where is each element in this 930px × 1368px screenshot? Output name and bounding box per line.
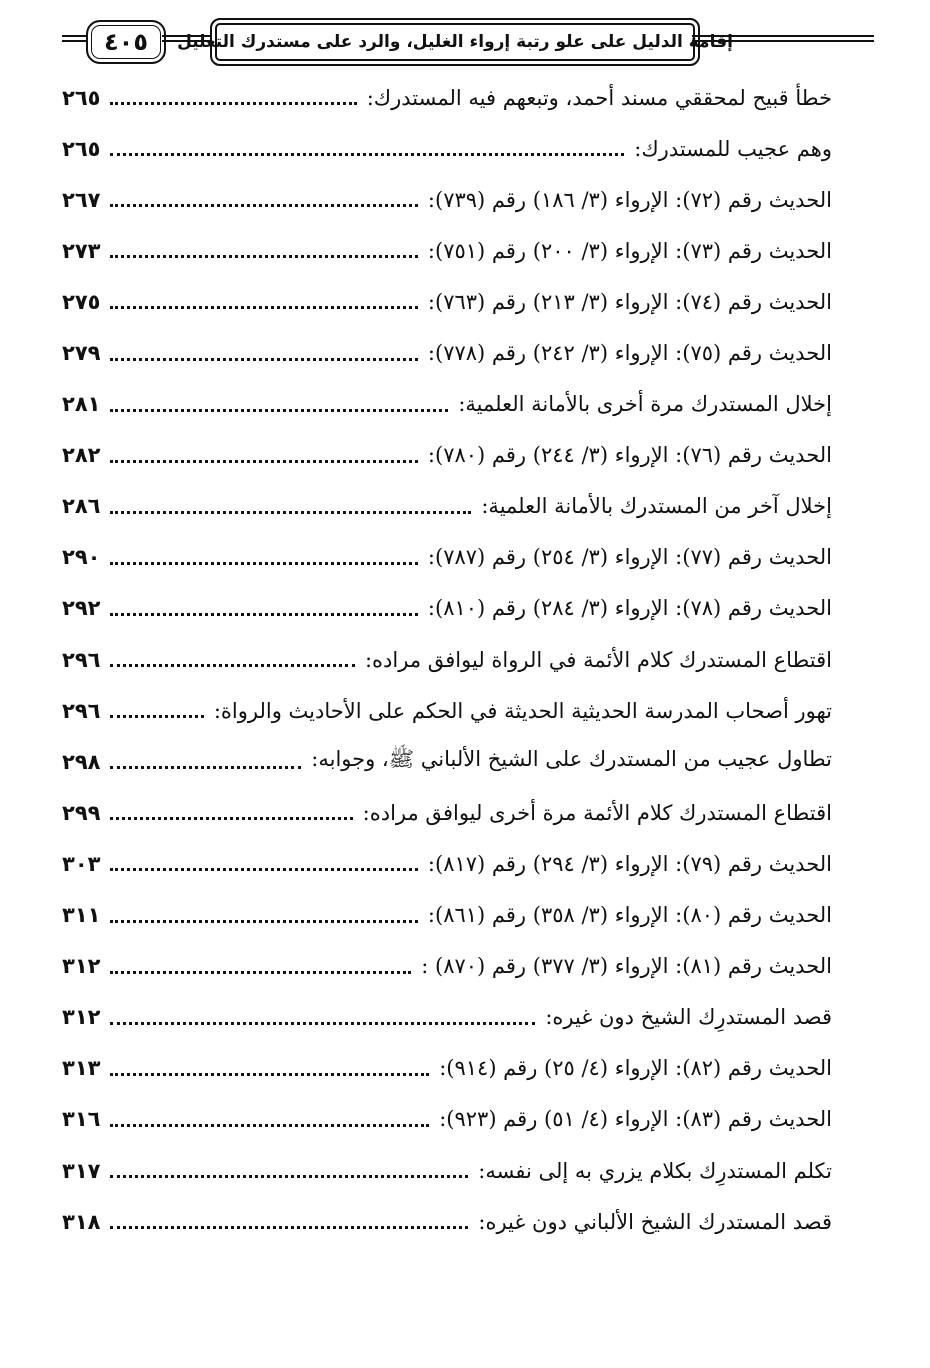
toc-entry-page: ٢٨٢ [62,443,101,468]
toc-entry-page: ٢٦٥ [62,136,101,161]
dot-leader [110,715,204,718]
dot-leader [110,613,418,616]
toc-entry [62,838,832,889]
toc-entry-title: الحديث رقم (٧٣): الإرواء (٣/ ٢٠٠) رقم (٧٥١): [427,238,832,263]
toc-entry-page: ٣١١ [62,903,101,928]
toc-entry-title: اقتطاع المستدرك كلام الأئمة في الرواة ليوافق مراده: [364,647,832,672]
toc-entry [62,532,832,583]
dot-leader [110,817,353,820]
toc-entry-title: تكلم المستدرِك بكلام يزري به إلى نفسه: [478,1158,832,1183]
toc-entry-page: ٢٩٩ [62,800,101,825]
toc-entry [62,685,832,736]
toc-entry-title: الحديث رقم (٧٢): الإرواء (٣/ ١٨٦) رقم (٧٣٩): [427,187,832,212]
toc-entry-page: ٣١٨ [62,1209,101,1234]
toc-entry-page: ٢٧٣ [62,238,101,263]
toc-entry-page: ٣٠٣ [62,851,101,876]
toc-entry-title: الحديث رقم (٧٧): الإرواء (٣/ ٢٥٤) رقم (٧٨٧): [427,545,832,570]
page-number-box [86,20,166,64]
toc-entry [62,634,832,685]
toc-entry [62,1196,832,1247]
dot-leader [110,1175,468,1178]
toc-entry [62,941,832,992]
dot-leader [110,868,418,871]
toc-entry-page: ٢٩٠ [62,545,101,570]
toc-entry [62,890,832,941]
dot-leader [110,664,355,667]
toc-entry [62,327,832,378]
toc-entry-title: قصد المستدرك الشيخ الألباني دون غيره: [478,1209,832,1234]
toc-entry-title: الحديث رقم (٨٣): الإرواء (٤/ ٥١) رقم (٩٢٣): [439,1107,832,1132]
toc-entry [62,430,832,481]
toc-entry-title: الحديث رقم (٧٥): الإرواء (٣/ ٢٤٢) رقم (٧٧٨): [427,341,832,366]
toc-entry [62,736,832,787]
toc-entry [62,1043,832,1094]
toc-entry-page: ٢٦٥ [62,85,101,110]
toc-entry-page: ٢٦٧ [62,187,101,212]
toc-entry-page: ٣١٧ [62,1158,101,1183]
toc-entry-title: اقتطاع المستدرك كلام الأئمة مرة أخرى ليوافق مراده: [362,800,832,825]
toc-entry-title: تهور أصحاب المدرسة الحديثية الحديثة في الحكم على الأحاديث والرواة: [213,698,832,723]
toc-entry-page: ٢٩٦ [62,647,101,672]
dot-leader [110,204,418,207]
toc-entry [62,72,832,123]
toc-entry [62,225,832,276]
toc-entry [62,481,832,532]
toc-entry [62,123,832,174]
toc-entry-page: ٢٨٦ [62,494,101,519]
toc-entry-page: ٣١٢ [62,1005,101,1030]
toc-entry-title: الحديث رقم (٧٤): الإرواء (٣/ ٢١٣) رقم (٧٦٣): [427,289,832,314]
dot-leader [110,153,624,156]
dot-leader [110,460,418,463]
toc-entry-title: خطأ قبيح لمحققي مسند أحمد، وتبعهم فيه المستدرك: [366,85,832,110]
toc-entry [62,1094,832,1145]
book-title: إقامة الدليل على علو رتبة إرواء الغليل، والرد على مستدرك التعليل [177,32,733,52]
toc-entry [62,787,832,838]
dot-leader [110,971,411,974]
dot-leader [110,1073,429,1076]
dot-leader [110,255,418,258]
header-rule-right [692,35,874,42]
dot-leader [110,102,357,105]
toc-entry-page: ٢٨١ [62,392,101,417]
toc-entry-title: الحديث رقم (٧٨): الإرواء (٣/ ٢٨٤) رقم (٨١٠): [427,596,832,621]
dot-leader [110,358,418,361]
dot-leader [110,1022,535,1025]
toc-entry-title: تطاول عجيب من المستدرك على الشيخ الألباني ﷺ، وجوابه: [311,747,832,772]
toc-entry-page: ٣١٣ [62,1056,101,1081]
toc-entry-title: الحديث رقم (٧٩): الإرواء (٣/ ٢٩٤) رقم (٨١٧): [427,851,832,876]
toc-entry [62,583,832,634]
toc-entry-title: وهم عجيب للمستدرك: [634,136,832,161]
header-title-box [177,18,733,66]
running-header [62,16,874,68]
toc-entry-page: ٢٩٦ [62,698,101,723]
toc-entry-title: الحديث رقم (٨٠): الإرواء (٣/ ٣٥٨) رقم (٨٦١): [427,903,832,928]
dot-leader [110,306,418,309]
dot-leader [110,766,301,769]
table-of-contents [62,72,832,1247]
dot-leader [110,409,448,412]
toc-entry-page: ٢٧٥ [62,289,101,314]
toc-entry-title: قصد المستدرِك الشيخ دون غيره: [545,1005,832,1030]
toc-entry-title: إخلال المستدرك مرة أخرى بالأمانة العلمية: [458,392,832,417]
toc-entry [62,1145,832,1196]
dot-leader [110,1226,468,1229]
dot-leader [110,1124,429,1127]
toc-entry-page: ٢٩٢ [62,596,101,621]
toc-entry [62,276,832,327]
header-rule-left [62,35,86,42]
toc-entry-page: ٢٩٨ [62,749,101,774]
toc-entry-title: الحديث رقم (٨١): الإرواء (٣/ ٣٧٧) رقم (٨٧٠) : [421,954,832,979]
dot-leader [110,511,471,514]
toc-entry-page: ٣١٦ [62,1107,101,1132]
dot-leader [110,562,418,565]
toc-entry [62,174,832,225]
toc-entry-title: الحديث رقم (٨٢): الإرواء (٤/ ٢٥) رقم (٩١٤): [439,1056,832,1081]
toc-entry [62,379,832,430]
page-number: ٤٠٥ [104,28,148,56]
toc-entry-page: ٣١٢ [62,954,101,979]
toc-entry-title: إخلال آخر من المستدرك بالأمانة العلمية: [481,494,832,519]
toc-entry-page: ٢٧٩ [62,341,101,366]
dot-leader [110,920,418,923]
toc-entry-title: الحديث رقم (٧٦): الإرواء (٣/ ٢٤٤) رقم (٧٨٠): [427,443,832,468]
toc-entry [62,992,832,1043]
